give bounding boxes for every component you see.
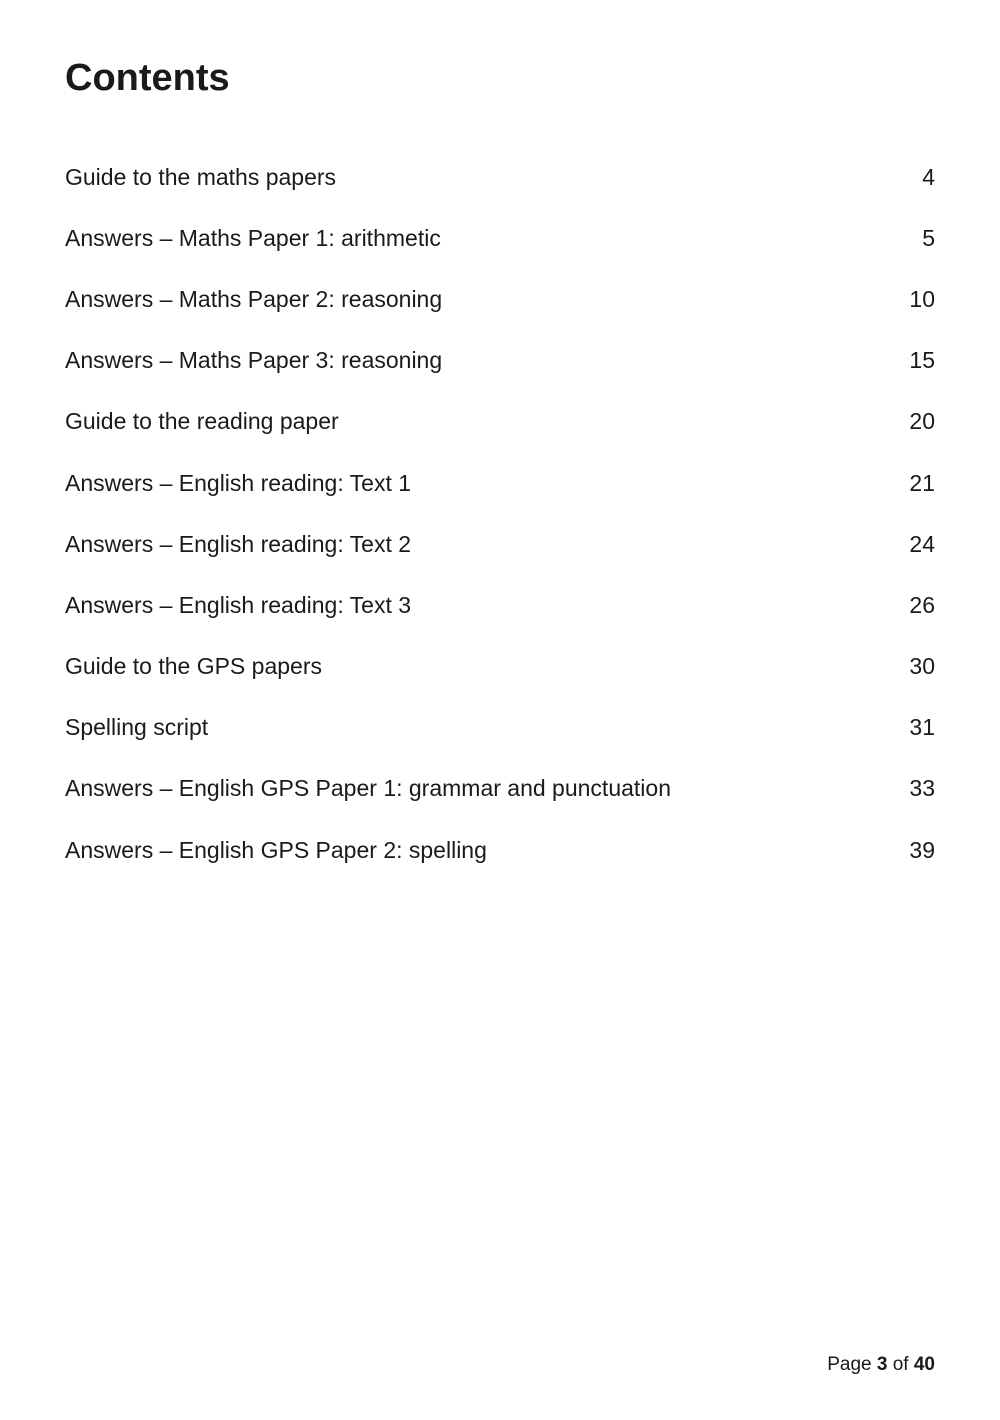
toc-entry-label: Answers – Maths Paper 2: reasoning [65,285,443,312]
toc-entry[interactable] [65,513,935,574]
page-number-footer [827,1352,935,1378]
toc-entry-page: 39 [909,836,935,863]
toc-entry-page: 10 [909,285,935,312]
toc-entry-page: 15 [909,347,935,374]
toc-entry-label: Answers – English reading: Text 3 [65,591,412,618]
toc-entry-page: 24 [909,530,935,557]
toc-entry-page: 21 [909,469,935,496]
toc-entry[interactable] [65,391,935,452]
toc-entry-label: Answers – English GPS Paper 1: grammar and punctuation [65,775,671,802]
toc-entry-label: Answers – English reading: Text 1 [65,469,412,496]
toc-entry-label: Answers – Maths Paper 1: arithmetic [65,224,441,251]
toc-entry-page: 20 [909,408,935,435]
toc-entry-page: 30 [909,653,935,680]
footer-of-word: of [892,1354,909,1375]
toc-entry-page: 5 [922,224,935,251]
footer-page-word: Page [827,1354,872,1375]
toc-entry-label: Guide to the reading paper [65,408,339,435]
toc-entry[interactable] [65,574,935,635]
toc-entry[interactable] [65,819,935,880]
toc-entry-page: 33 [909,775,935,802]
table-of-contents [65,146,935,880]
toc-entry[interactable] [65,146,935,207]
toc-entry-page: 31 [909,714,935,741]
toc-entry[interactable] [65,636,935,697]
toc-entry[interactable] [65,697,935,758]
toc-entry[interactable] [65,330,935,391]
toc-entry-label: Answers – English reading: Text 2 [65,530,412,557]
toc-entry[interactable] [65,268,935,329]
toc-entry[interactable] [65,452,935,513]
toc-entry-label: Answers – Maths Paper 3: reasoning [65,347,443,374]
toc-entry-label: Spelling script [65,714,209,741]
footer-current-page: 3 [876,1354,888,1375]
toc-entry-label: Guide to the GPS papers [65,653,322,680]
toc-entry-label: Answers – English GPS Paper 2: spelling [65,836,487,863]
toc-entry-label: Guide to the maths papers [65,163,337,190]
toc-entry-page: 4 [922,163,935,190]
toc-entry[interactable] [65,758,935,819]
footer-total-pages: 40 [913,1354,935,1375]
toc-entry-page: 26 [909,591,935,618]
toc-entry[interactable] [65,207,935,268]
page-title: Contents [65,57,230,99]
